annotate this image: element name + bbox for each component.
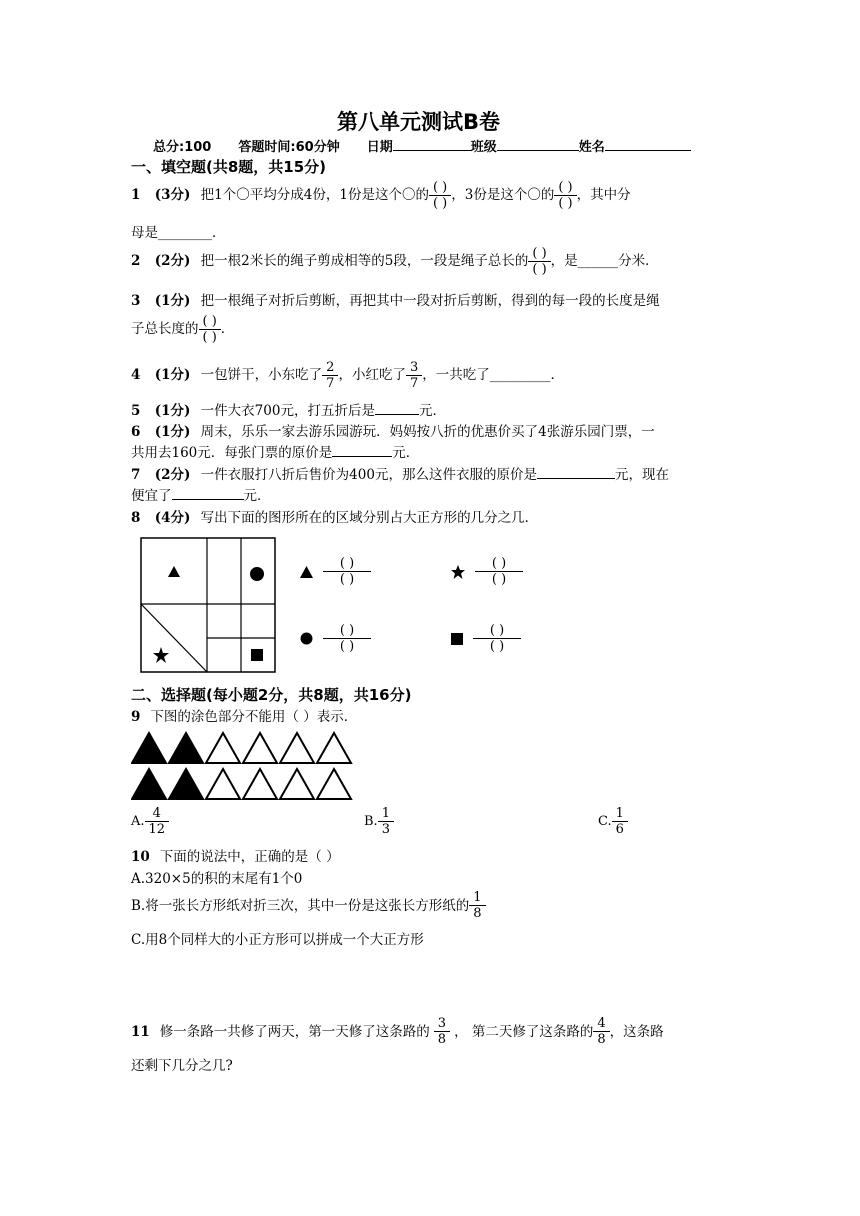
question-text: 一件大衣700元，打五折后是: [200, 403, 375, 419]
square-region-figure: [140, 537, 276, 673]
question-text: ，其中分: [576, 187, 631, 203]
triangle-icon: [168, 566, 180, 577]
question-text: 修一条路一共修了两天，第一天修了这条路的: [159, 1023, 430, 1040]
q8-answer-square: [451, 623, 521, 654]
fraction: $\frac{1}{6}$: [614, 806, 626, 837]
question-number: 11: [131, 1023, 150, 1040]
question-score: (3分): [154, 187, 191, 203]
question-score: (2分): [154, 467, 191, 483]
star-icon: [153, 647, 169, 663]
fraction-blank[interactable]: $\frac{( )}{( )}$: [431, 180, 449, 211]
fraction: $\frac{4}{12}$: [147, 806, 168, 837]
class-label: 班级: [470, 140, 497, 155]
question-number: 4: [131, 367, 141, 383]
question-text: 把一根2米长的绳子剪成相等的5段，一段是绳子总长的: [200, 253, 529, 269]
question-6-cont: [131, 444, 419, 462]
option-label: C.: [598, 814, 612, 829]
option-label: B.: [364, 814, 378, 829]
question-text: 把一根绳子对折后剪断，再把其中一段对折后剪断，得到的每一段的长度是绳: [200, 293, 660, 309]
fraction-blank[interactable]: $\frac{( )}{( )}$: [530, 246, 548, 277]
fraction: $\frac{2}{7}$: [324, 360, 336, 391]
section-fill-heading: 一、填空题(共8题，共15分): [131, 158, 327, 176]
triangles-figure: [131, 731, 353, 803]
question-9: [131, 708, 357, 726]
fraction-blank[interactable]: $\frac{( )}{( )}$: [475, 623, 519, 654]
fraction: $\frac{1}{3}$: [380, 806, 392, 837]
question-score: (1分): [154, 367, 191, 383]
total-score: 总分:100: [153, 140, 212, 155]
circle-icon: [250, 567, 264, 581]
question-score: (1分): [154, 293, 191, 309]
q8-answer-star: [451, 556, 523, 587]
triangle-icon: [300, 566, 313, 578]
option-c[interactable]: C.用8个同样大的小正方形可以拼成一个大正方形: [131, 932, 424, 948]
exam-time: 答题时间:60分钟: [238, 140, 340, 155]
option-label: A.: [131, 814, 145, 829]
question-text: 周末，乐乐一家去游乐园游玩．妈妈按八折的优惠价买了4张游乐园门票，一: [200, 424, 655, 440]
answer-blank[interactable]: [375, 402, 419, 415]
question-score: (1分): [154, 424, 191, 440]
question-number: 7: [131, 467, 141, 483]
question-text: 元．: [243, 488, 271, 504]
question-text: 子总长度的: [131, 321, 199, 337]
section-choice-heading: 二、选择题(每小题2分，共8题，共16分): [131, 686, 412, 704]
question-text: 下图的涂色部分不能用（ ）表示．: [150, 709, 358, 725]
star-icon: [451, 565, 465, 579]
fraction: $\frac{1}{8}$: [471, 890, 483, 921]
option-b[interactable]: [131, 890, 486, 921]
square-icon: [251, 649, 263, 661]
question-text: 元，现在: [614, 467, 669, 483]
answer-blank[interactable]: [537, 466, 615, 479]
fraction-blank[interactable]: $\frac{( )}{( )}$: [201, 314, 219, 345]
circle-icon: [300, 632, 313, 645]
question-text: 共用去160元．每张门票的原价是: [131, 445, 333, 461]
question-text: ，是______分米．: [550, 253, 659, 269]
question-text: 下面的说法中，正确的是（ ）: [159, 849, 340, 865]
option-c[interactable]: [598, 806, 628, 837]
question-number: 8: [131, 510, 141, 526]
question-1-cont: 母是________．: [131, 225, 226, 241]
question-11-cont: 还剩下几分之几?: [131, 1058, 233, 1074]
question-text: 写出下面的图形所在的区域分别占大正方形的几分之几．: [200, 510, 539, 526]
question-number: 9: [131, 709, 141, 725]
question-score: (2分): [154, 253, 191, 269]
question-7: [131, 466, 669, 484]
question-text: 把1个〇平均分成4份，1份是这个〇的: [200, 187, 429, 203]
question-8: [131, 509, 538, 527]
question-number: 3: [131, 293, 141, 309]
date-label: 日期: [366, 140, 393, 155]
question-7-cont: [131, 487, 271, 505]
question-score: (4分): [154, 510, 191, 526]
answer-blank[interactable]: [172, 487, 244, 500]
question-text: ， 第二天修了这条路的: [454, 1023, 594, 1040]
date-blank[interactable]: [393, 138, 471, 151]
fraction: $\frac{3}{8}$: [436, 1016, 448, 1047]
question-text: ，一共吃了_________．: [422, 367, 564, 383]
page-title: 第八单元测试B卷: [337, 110, 501, 134]
question-text: 元．: [418, 403, 446, 419]
square-icon: [451, 633, 463, 645]
fraction: $\frac{4}{8}$: [595, 1016, 607, 1047]
question-1: [131, 180, 631, 211]
fraction-blank[interactable]: $\frac{( )}{( )}$: [477, 556, 521, 587]
question-5: [131, 402, 446, 420]
fraction-blank[interactable]: $\frac{( )}{( )}$: [325, 556, 369, 587]
question-text: ．: [220, 321, 235, 337]
question-text: ，3份是这个〇的: [451, 187, 555, 203]
name-label: 姓名: [578, 140, 605, 155]
question-text: 一包饼干，小东吃了: [200, 367, 323, 383]
question-3-cont: [131, 314, 234, 345]
option-a[interactable]: [131, 806, 169, 837]
q8-answer-triangle: [300, 556, 371, 587]
option-b[interactable]: [364, 806, 394, 837]
answer-blank[interactable]: [332, 444, 392, 457]
question-number: 6: [131, 424, 141, 440]
question-number: 10: [131, 849, 150, 865]
question-number: 1: [131, 187, 141, 203]
question-4: [131, 360, 564, 391]
question-6: [131, 423, 655, 441]
fraction-blank[interactable]: $\frac{( )}{( )}$: [325, 623, 369, 654]
question-11: [131, 1016, 664, 1047]
fraction: $\frac{3}{7}$: [408, 360, 420, 391]
option-a[interactable]: A.320×5的积的末尾有1个0: [131, 871, 303, 887]
class-blank[interactable]: [497, 138, 579, 151]
question-number: 5: [131, 403, 141, 419]
question-number: 2: [131, 253, 141, 269]
question-text: 便宜了: [131, 488, 172, 504]
question-score: (1分): [154, 403, 191, 419]
option-text: B.将一张长方形纸对折三次，其中一份是这张长方形纸的: [131, 897, 470, 914]
question-text: ，这条路: [609, 1023, 664, 1040]
q8-answer-circle: [300, 623, 371, 654]
fraction-blank[interactable]: $\frac{( )}{( )}$: [556, 180, 574, 211]
name-blank[interactable]: [605, 138, 691, 151]
question-3: [131, 292, 660, 310]
question-text: ，小红吃了: [338, 367, 406, 383]
question-10: [131, 848, 340, 866]
question-text: 元．: [392, 445, 420, 461]
question-2: [131, 246, 659, 277]
question-text: 一件衣服打八折后售价为400元，那么这件衣服的原价是: [200, 467, 537, 483]
exam-meta: [153, 136, 691, 155]
